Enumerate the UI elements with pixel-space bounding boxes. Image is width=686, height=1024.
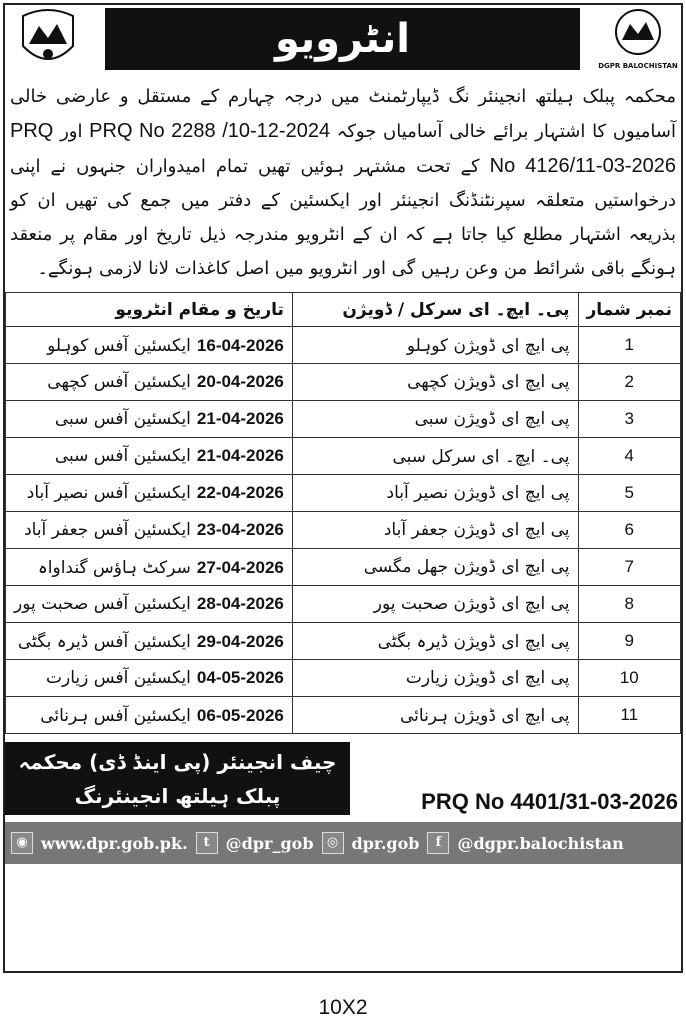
prq-reference-2: PRQ No 4126/11-03-2026 — [10, 120, 676, 177]
table-row — [6, 623, 681, 660]
interview-place: ایکسئین آفس سبی — [54, 409, 191, 429]
division-cell: پی ایچ ای ڈویژن جعفر آباد — [292, 512, 578, 549]
date-place-cell — [6, 401, 293, 438]
interview-schedule-table — [5, 292, 681, 734]
division-cell: پی ایچ ای ڈویژن زیارت — [292, 660, 578, 697]
division-cell: پی ایچ ای ڈویژن کچھی — [292, 364, 578, 401]
interview-date: 20-04-2026 — [196, 372, 284, 391]
date-place-cell — [6, 697, 293, 734]
serial-number: 10 — [578, 660, 681, 697]
ad-size: 10X2 — [318, 996, 368, 1019]
serial-number: 8 — [578, 586, 681, 623]
intro-and: اور — [60, 121, 83, 142]
division-cell: پی ایچ ای ڈویژن ہرنائی — [292, 697, 578, 734]
signature-line-2: پبلک ہیلتھ انجینئرنگ — [74, 784, 281, 808]
division-cell: پی ایچ ای ڈویژن صحبت پور — [292, 586, 578, 623]
intro-paragraph — [5, 80, 681, 286]
intro-text-2: کے تحت مشتہر ہوئیں تھیں تمام امیدواران جنہوں نے اپنی درخواستیں متعلقہ سپرنٹنڈنگ انجینئر اور ایکسئین کے دفتر میں جمع کی تھیں ان کو بذریعہ اشتہار مطلع کیا جاتا ہے کہ ان کے انٹرویو مندرجہ ذیل تاریخ اور مقام پر منعقد ہونگے باقی شرائط من وعن رہیں گی اور انٹرویو میں اصل کاغذات لانا لازمی ہونگے۔ — [10, 156, 676, 279]
interview-date: 16-04-2026 — [196, 335, 284, 355]
header-serial: نمبر شمار — [578, 293, 681, 327]
interview-date: 21-04-2026 — [196, 409, 284, 428]
interview-place: ایکسئین آفس نصیر آباد — [26, 483, 191, 503]
date-place-cell — [6, 660, 293, 697]
twitter-icon: t — [196, 832, 218, 854]
table-row — [6, 660, 681, 697]
table-row — [6, 549, 681, 586]
interview-place: ایکسئین آفس جعفر آباد — [24, 520, 191, 540]
header-division: پی۔ ایچ۔ ای سرکل / ڈویژن — [292, 293, 578, 327]
division-cell: پی ایچ ای ڈویژن نصیر آباد — [292, 475, 578, 512]
table-row — [6, 697, 681, 734]
serial-number: 3 — [578, 401, 681, 438]
interview-place: سرکٹ ہاؤس گنداواہ — [37, 557, 191, 578]
dgpr-caption: DGPR BALOCHISTAN — [598, 62, 678, 70]
intro-text-1: محکمہ پبلک ہیلتھ انجینئر نگ ڈیپارٹمنٹ میں درجہ چہارم کے مستقل و عارضی خالی آسامیوں کا اشتہار برائے خالی آسامیاں جوکہ — [10, 86, 676, 142]
header-date-place: تاریخ و مقام انٹرویو — [6, 293, 293, 327]
interview-place: ایکسئین آفس ڈیرہ بگٹی — [17, 631, 191, 652]
interview-date: 21-04-2026 — [196, 446, 284, 465]
instagram-handle[interactable]: dpr.gob — [351, 833, 420, 853]
signature-line-1: چیف انجینئر (پی اینڈ ڈی) محکمہ — [18, 750, 337, 774]
interview-date: 04-05-2026 — [196, 668, 284, 687]
date-place-cell — [6, 623, 293, 660]
date-place-cell — [6, 438, 293, 475]
date-place-cell — [6, 364, 293, 401]
globe-icon: ◉ — [11, 832, 33, 854]
date-place-cell — [6, 586, 293, 623]
facebook-icon: f — [427, 832, 449, 854]
interview-place: ایکسئین آفس زیارت — [46, 668, 191, 688]
interview-date: 27-04-2026 — [196, 557, 284, 577]
serial-number: 9 — [578, 623, 681, 660]
dgpr-logo — [598, 6, 678, 76]
interview-date: 22-04-2026 — [196, 483, 284, 502]
interview-date: 28-04-2026 — [196, 594, 284, 613]
prq-reference-1: PRQ No 2288 /10-12-2024 — [89, 120, 331, 142]
page-title: انٹرویو — [105, 8, 580, 70]
table-row — [6, 512, 681, 549]
date-place-cell — [6, 327, 293, 364]
interview-date: 23-04-2026 — [196, 520, 284, 539]
date-place-cell — [6, 512, 293, 549]
table-row — [6, 438, 681, 475]
serial-number: 4 — [578, 438, 681, 475]
interview-date: 06-05-2026 — [196, 705, 284, 725]
serial-number: 1 — [578, 327, 681, 364]
signature-block — [5, 742, 350, 815]
division-cell: پی ایچ ای ڈویژن سبی — [292, 401, 578, 438]
division-cell: پی۔ ایچ۔ ای سرکل سبی — [292, 438, 578, 475]
serial-number: 11 — [578, 697, 681, 734]
instagram-icon: ◎ — [322, 832, 344, 854]
interview-place: ایکسئین آفس صحبت پور — [14, 594, 191, 614]
interview-place: ایکسئین آفس کچھی — [47, 372, 191, 392]
table-header-row — [6, 293, 681, 327]
serial-number: 5 — [578, 475, 681, 512]
balochistan-logo — [8, 6, 88, 76]
facebook-handle[interactable]: @dgpr.balochistan — [457, 833, 624, 853]
division-cell: پی ایچ ای ڈویژن کوہلو — [292, 327, 578, 364]
table-row — [6, 364, 681, 401]
serial-number: 2 — [578, 364, 681, 401]
serial-number: 7 — [578, 549, 681, 586]
table-row — [6, 327, 681, 364]
twitter-handle[interactable]: @dpr_gob — [225, 833, 314, 853]
bottom-section — [5, 742, 681, 815]
serial-number: 6 — [578, 512, 681, 549]
prq-number: PRQ No 4401/31-03-2026 — [421, 789, 678, 814]
division-cell: پی ایچ ای ڈویژن ڈیرہ بگٹی — [292, 623, 578, 660]
interview-date: 29-04-2026 — [196, 631, 284, 651]
content-column — [5, 80, 681, 864]
website-link[interactable]: www.dpr.gob.pk. — [41, 833, 188, 853]
table-row — [6, 475, 681, 512]
date-place-cell — [6, 475, 293, 512]
footer-bar — [5, 822, 681, 864]
table-row — [6, 401, 681, 438]
interview-place: ایکسئین آفس کوہلو — [47, 335, 191, 356]
division-cell: پی ایچ ای ڈویژن جھل مگسی — [292, 549, 578, 586]
interview-place: ایکسئین آفس سبی — [54, 446, 191, 466]
date-place-cell — [6, 549, 293, 586]
interview-place: ایکسئین آفس ہرنائی — [40, 705, 191, 726]
table-row — [6, 586, 681, 623]
